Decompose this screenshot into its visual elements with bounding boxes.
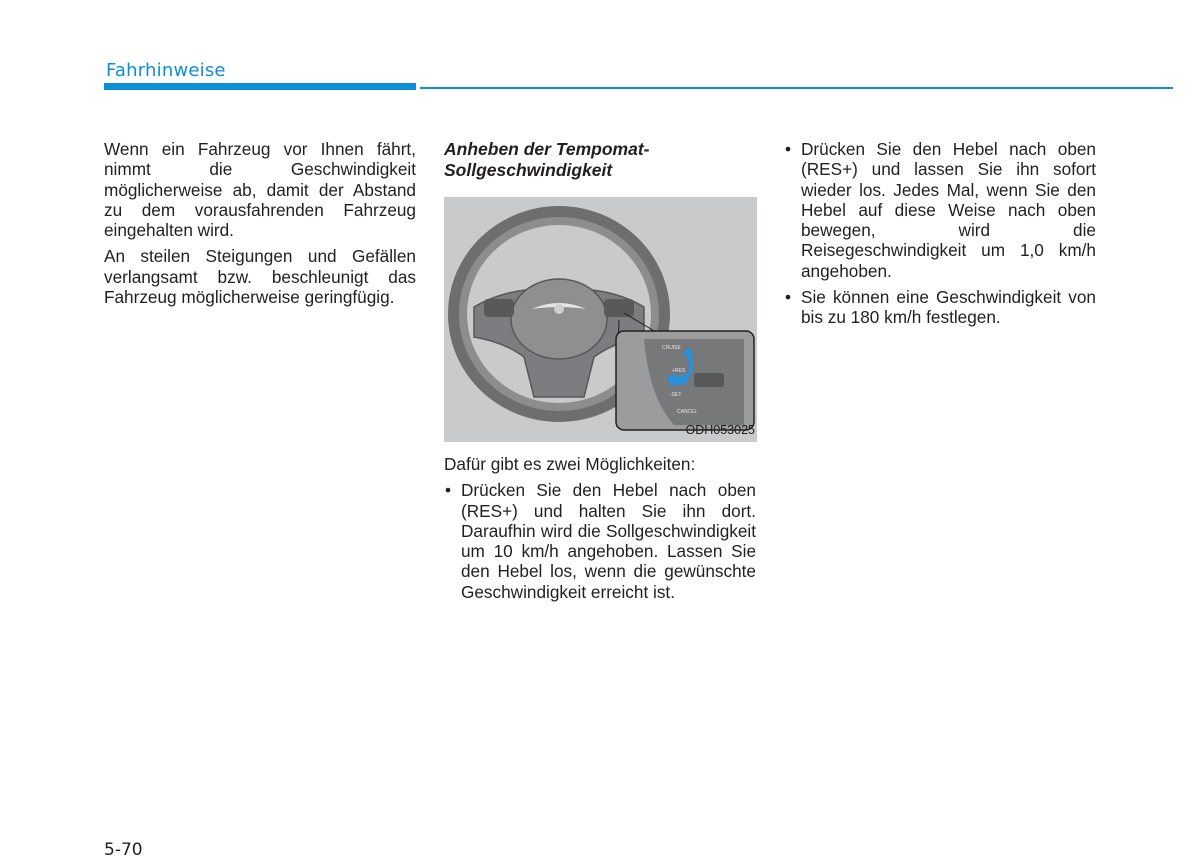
bullet-text: Sie können eine Geschwindigkeit von bis zu 180 km/h festlegen. <box>801 287 1096 328</box>
bullet-icon: • <box>785 139 792 159</box>
section-title: Fahrhinweise <box>106 60 226 81</box>
header-rule-thin <box>420 87 1173 89</box>
paragraph: Wenn ein Fahrzeug vor Ihnen fährt, nimmt die Geschwindigkeit möglicherweise ab, damit der Abstand zu dem vorausfahrenden Fahrzeug eingehalten wird. <box>104 139 416 241</box>
bullet-text: Drücken Sie den Hebel nach oben (RES+) und halten Sie ihn dort. Daraufhin wird die Sollgeschwindigkeit um 10 km/h angehoben. Lassen Sie den Hebel los, wenn die gewünschte Geschwindigkeit erreicht ist. <box>461 480 756 602</box>
bullet-icon: • <box>445 480 452 501</box>
right-column <box>784 139 1096 334</box>
intro-text: Dafür gibt es zwei Möglichkeiten: <box>444 454 696 474</box>
list-item <box>784 139 1096 281</box>
section-heading: Anheben der Tempomat-Sollgeschwindigkeit <box>444 139 650 180</box>
logo-center-icon <box>554 304 564 314</box>
left-spoke-buttons <box>484 299 514 317</box>
cancel-button-label: CANCEL <box>677 409 698 415</box>
header-rule-thick <box>104 83 416 90</box>
list-item <box>784 287 1096 328</box>
lever-switch <box>694 373 724 387</box>
airbag-hub <box>511 279 607 359</box>
res-button-label: +RES <box>672 368 686 374</box>
cruise-button-label: CRUISE <box>662 345 681 351</box>
list-item <box>444 480 756 602</box>
bullet-text: Drücken Sie den Hebel nach oben (RES+) und lassen Sie ihn sofort wieder los. Jedes Mal, wenn Sie den Hebel auf diese Weise nach oben bewegen, wird die Reisegeschwindigkeit um 1,0 km/h angehoben. <box>801 139 1096 281</box>
middle-column <box>444 139 756 608</box>
set-button-label: -SET <box>670 392 682 398</box>
paragraph: An steilen Steigungen und Gefällen verlangsamt bzw. beschleunigt das Fahrzeug möglicherweise geringfügig. <box>104 246 416 308</box>
right-spoke-buttons <box>604 299 634 317</box>
steering-wheel-figure <box>444 197 757 442</box>
bullet-icon: • <box>785 287 792 308</box>
page-number: 5-70 <box>104 840 143 860</box>
figure-code: ODH053025 <box>685 422 755 437</box>
steering-wheel-illustration <box>444 197 757 442</box>
left-column <box>104 139 416 313</box>
